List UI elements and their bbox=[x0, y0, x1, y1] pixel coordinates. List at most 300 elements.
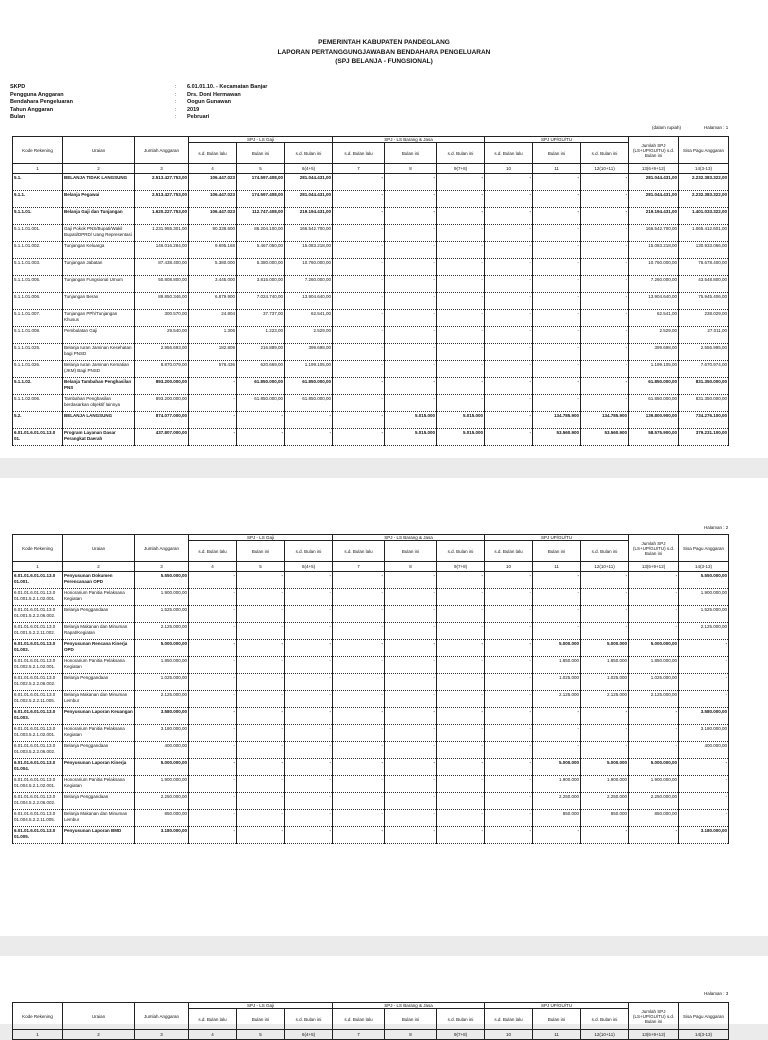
cell-kode: 5.1.1.01.006. bbox=[13, 293, 63, 310]
cell-value: - bbox=[485, 276, 533, 293]
table-row bbox=[13, 395, 729, 412]
cell-uraian: BELANJA TIDAK LANGSUNG bbox=[63, 174, 135, 191]
table-row bbox=[13, 776, 729, 793]
cell-value: 139.800.900,00 bbox=[629, 412, 679, 429]
cell-value: 75.945.406,00 bbox=[679, 293, 729, 310]
cell-value: - bbox=[385, 395, 437, 412]
column-number: 2 bbox=[63, 1030, 135, 1040]
cell-value: - bbox=[189, 572, 237, 589]
cell-value: - bbox=[679, 776, 729, 793]
cell-value: - bbox=[581, 327, 629, 344]
table-row bbox=[13, 378, 729, 395]
cell-value: - bbox=[333, 259, 385, 276]
cell-value: - bbox=[189, 395, 237, 412]
cell-value: 3.180.000,00 bbox=[135, 725, 189, 742]
cell-value: - bbox=[333, 429, 385, 446]
cell-value: 5.015.000 bbox=[385, 429, 437, 446]
cell-value: - bbox=[581, 572, 629, 589]
table-row bbox=[13, 208, 729, 225]
cell-kode: 6.01.01.6.01.01.13.0 01.005. bbox=[13, 827, 63, 844]
meta-colon: : bbox=[175, 91, 177, 98]
col-jumlah-anggaran: Jumlah Anggaran bbox=[135, 1003, 189, 1030]
cell-kode: 5.1.1.01.025. bbox=[13, 344, 63, 361]
cell-kode: 5.1. bbox=[13, 174, 63, 191]
cell-value: - bbox=[581, 606, 629, 623]
cell-value: - bbox=[581, 191, 629, 208]
cell-value: - bbox=[333, 708, 385, 725]
meta-key: Pengguna Anggaran bbox=[10, 91, 64, 98]
cell-value: - bbox=[437, 640, 485, 657]
cell-value: - bbox=[285, 759, 333, 776]
col-bulan-ini: Bulan ini bbox=[533, 1009, 581, 1030]
cell-uraian: Belanja Penggandaan bbox=[63, 674, 135, 691]
cell-value: - bbox=[437, 225, 485, 242]
cell-kode: 6.01.01.6.01.01.13.0 01.003.5.2.1.02.001. bbox=[13, 725, 63, 742]
cell-value: - bbox=[581, 310, 629, 327]
cell-uraian: Honorarium Panitia Pelaksana Kegiatan bbox=[63, 725, 135, 742]
cell-value: - bbox=[285, 412, 333, 429]
column-number: 1 bbox=[13, 562, 63, 572]
meta-row bbox=[10, 107, 267, 115]
cell-kode: 5.2. bbox=[13, 412, 63, 429]
cell-value: - bbox=[333, 606, 385, 623]
cell-value: - bbox=[629, 725, 679, 742]
cell-value: - bbox=[385, 293, 437, 310]
cell-uraian: Belanja Tambahan Penghasilan PNS bbox=[63, 378, 135, 395]
cell-uraian: Penyusunan Laporan Keuangan bbox=[63, 708, 135, 725]
table-row bbox=[13, 793, 729, 810]
cell-value: 400.000,00 bbox=[679, 742, 729, 759]
cell-value: - bbox=[629, 742, 679, 759]
column-number: 6(4+5) bbox=[285, 164, 333, 174]
column-number: 1 bbox=[13, 1030, 63, 1040]
cell-value: - bbox=[385, 361, 437, 378]
cell-kode: 6.01.01.6.01.01.13.0 01.001.5.2.2.06.002. bbox=[13, 606, 63, 623]
cell-value: - bbox=[581, 293, 629, 310]
column-number: 11 bbox=[533, 1030, 581, 1040]
cell-value: 2.250.000,00 bbox=[629, 793, 679, 810]
cell-uraian: Honorarium Panitia Pelaksana Kegiatan bbox=[63, 657, 135, 674]
cell-value: - bbox=[581, 174, 629, 191]
cell-value: - bbox=[581, 378, 629, 395]
cell-value: - bbox=[581, 259, 629, 276]
group-ls-gaji: SPJ - LS Gaji bbox=[189, 137, 333, 143]
cell-value: - bbox=[533, 191, 581, 208]
col-sd-bulan-ini: s.d. Bulan ini bbox=[285, 541, 333, 562]
meta-row bbox=[10, 99, 267, 107]
cell-uraian: Penyusunan Rencana Kinerja OPD bbox=[63, 640, 135, 657]
cell-value: 300.570,00 bbox=[135, 310, 189, 327]
cell-value: - bbox=[533, 395, 581, 412]
column-number: 9(7+8) bbox=[437, 1030, 485, 1040]
col-bulan-ini: Bulan ini bbox=[237, 541, 285, 562]
cell-value: 3.580.000,00 bbox=[679, 708, 729, 725]
cell-value: - bbox=[189, 674, 237, 691]
document-meta bbox=[10, 84, 267, 122]
meta-colon: : bbox=[175, 114, 177, 120]
cell-uraian: Belanja Iuran Jaminan Kesehatan bagi PNSD bbox=[63, 344, 135, 361]
cell-value: - bbox=[189, 429, 237, 446]
cell-value: - bbox=[385, 191, 437, 208]
cell-uraian: Belanja Makanan dan Minuman Lembur bbox=[63, 810, 135, 827]
column-number: 5 bbox=[237, 562, 285, 572]
cell-value: 2.556.995,00 bbox=[679, 344, 729, 361]
cell-value: 734.276.100,00 bbox=[679, 412, 729, 429]
column-number: 12(10+11) bbox=[581, 1030, 629, 1040]
cell-value: - bbox=[581, 242, 629, 259]
cell-kode: 6.01.01.6.01.01.13.0 01.004.5.2.2.11.005. bbox=[13, 810, 63, 827]
cell-kode: 6.01.01.6.01.01.13.0 01.003.5.2.2.06.002. bbox=[13, 742, 63, 759]
cell-value: 1.065.412.601,00 bbox=[679, 225, 729, 242]
cell-value: - bbox=[437, 327, 485, 344]
cell-value: - bbox=[437, 208, 485, 225]
cell-value: 1.401.033.322,00 bbox=[679, 208, 729, 225]
cell-value: - bbox=[285, 674, 333, 691]
cell-value: - bbox=[485, 827, 533, 844]
column-number: 7 bbox=[333, 1030, 385, 1040]
table-row bbox=[13, 810, 729, 827]
cell-value: 3.445.000 bbox=[189, 276, 237, 293]
cell-value: 7.024.740,00 bbox=[237, 293, 285, 310]
cell-value: - bbox=[385, 759, 437, 776]
cell-value: 182.809 bbox=[189, 344, 237, 361]
cell-value: - bbox=[485, 378, 533, 395]
cell-uraian: Tunjangan Keluarga bbox=[63, 242, 135, 259]
cell-value: - bbox=[485, 344, 533, 361]
group-up-gu-tu: SPJ UP/GU/TU bbox=[485, 535, 629, 541]
cell-value: 831.350.000,00 bbox=[679, 395, 729, 412]
column-number: 4 bbox=[189, 164, 237, 174]
table-row bbox=[13, 623, 729, 640]
cell-value: 2.125.000,00 bbox=[135, 623, 189, 640]
cell-value: - bbox=[237, 429, 285, 446]
column-number: 13(6+9+12) bbox=[629, 562, 679, 572]
cell-value: - bbox=[485, 640, 533, 657]
col-sd-bulan-lalu: s.d. Bulan lalu bbox=[189, 1009, 237, 1030]
col-bulan-ini: Bulan ini bbox=[533, 541, 581, 562]
table-row bbox=[13, 606, 729, 623]
cell-value: - bbox=[189, 742, 237, 759]
column-number: 12(10+11) bbox=[581, 562, 629, 572]
cell-kode: 6.01.01.6.01.01.13.0 01.003. bbox=[13, 708, 63, 725]
cell-uraian: Honorarium Panitia Pelaksana Kegiatan bbox=[63, 589, 135, 606]
cell-value: 850.000 bbox=[533, 810, 581, 827]
cell-uraian: Tunjangan Jabatan bbox=[63, 259, 135, 276]
meta-key: Bulan bbox=[10, 114, 26, 120]
column-number: 8 bbox=[385, 562, 437, 572]
column-number: 3 bbox=[135, 164, 189, 174]
meta-value: Oogun Gunawan bbox=[187, 99, 231, 105]
cell-value: - bbox=[437, 589, 485, 606]
cell-value: 27.011,00 bbox=[679, 327, 729, 344]
cell-uraian: Penyusunan Dokumen Perencanaan OPD bbox=[63, 572, 135, 589]
cell-value: 13.904.640,00 bbox=[285, 293, 333, 310]
cell-value: 216.889,00 bbox=[237, 344, 285, 361]
header-line-3: (SPJ BELANJA - FUNGSIONAL) bbox=[335, 58, 433, 65]
cell-value: - bbox=[629, 572, 679, 589]
cell-value: 2.529,00 bbox=[629, 327, 679, 344]
cell-value: - bbox=[385, 776, 437, 793]
cell-value: 1.900.000 bbox=[533, 776, 581, 793]
cell-value: 5.015.000 bbox=[385, 412, 437, 429]
cell-value: 399.698,00 bbox=[285, 344, 333, 361]
cell-uraian: Belanja Penggandaan bbox=[63, 742, 135, 759]
cell-value: 3.180.000,00 bbox=[679, 725, 729, 742]
cell-value: - bbox=[237, 691, 285, 708]
cell-value: - bbox=[333, 691, 385, 708]
cell-value: - bbox=[485, 793, 533, 810]
cell-value: 1.850.000 bbox=[581, 657, 629, 674]
cell-value: 76.678.400,00 bbox=[679, 259, 729, 276]
cell-kode: 6.01.01.6.01.01.13.0 01.004.5.2.2.06.002. bbox=[13, 793, 63, 810]
cell-value: 379.231.100,00 bbox=[679, 429, 729, 446]
cell-value: 578.436 bbox=[189, 361, 237, 378]
col-sisa-pagu: Sisa Pagu Anggaran bbox=[679, 137, 729, 164]
cell-value: - bbox=[533, 174, 581, 191]
cell-value: - bbox=[385, 589, 437, 606]
col-kode-rekening: Kode Rekening bbox=[13, 137, 63, 164]
cell-value: 5.550.000,00 bbox=[135, 572, 189, 589]
page-2 bbox=[0, 478, 768, 936]
cell-value: - bbox=[581, 344, 629, 361]
column-number: 12(10+11) bbox=[581, 164, 629, 174]
cell-value: 106.447.023 bbox=[189, 191, 237, 208]
cell-uraian: Honorarium Panitia Pelaksana Kegiatan bbox=[63, 776, 135, 793]
cell-value: - bbox=[333, 657, 385, 674]
cell-value: 1.900.000,00 bbox=[135, 776, 189, 793]
cell-kode: 5.1.1.01.007. bbox=[13, 310, 63, 327]
table-row bbox=[13, 242, 729, 259]
cell-value: - bbox=[581, 589, 629, 606]
cell-value: - bbox=[333, 208, 385, 225]
cell-value: - bbox=[333, 623, 385, 640]
cell-value: 37.737,00 bbox=[237, 310, 285, 327]
cell-value: 850.000,00 bbox=[629, 810, 679, 827]
col-sd-bulan-lalu: s.d. Bulan lalu bbox=[485, 541, 533, 562]
cell-value: 850.000 bbox=[581, 810, 629, 827]
cell-value: - bbox=[385, 674, 437, 691]
cell-value: - bbox=[533, 310, 581, 327]
cell-value: - bbox=[485, 691, 533, 708]
cell-value: - bbox=[679, 691, 729, 708]
column-number: 2 bbox=[63, 562, 135, 572]
page-number-2: Halaman : 2 bbox=[704, 525, 729, 530]
group-ls-barang-jasa: SPJ - LS Barang & Jasa bbox=[333, 1003, 485, 1009]
cell-value: 43.548.800,00 bbox=[679, 276, 729, 293]
cell-value: - bbox=[679, 759, 729, 776]
column-number: 10 bbox=[485, 562, 533, 572]
cell-uraian: Tunjangan Fungsional Umum bbox=[63, 276, 135, 293]
cell-value: 1.025.000,00 bbox=[135, 674, 189, 691]
cell-value: - bbox=[533, 293, 581, 310]
cell-kode: 5.1.1.01.026. bbox=[13, 361, 63, 378]
cell-value: - bbox=[385, 810, 437, 827]
cell-value: - bbox=[581, 395, 629, 412]
column-number: 9(7+8) bbox=[437, 562, 485, 572]
table-row bbox=[13, 344, 729, 361]
cell-value: - bbox=[385, 793, 437, 810]
cell-value: - bbox=[581, 276, 629, 293]
spj-table bbox=[12, 136, 729, 446]
cell-value: - bbox=[485, 259, 533, 276]
group-ls-gaji: SPJ - LS Gaji bbox=[189, 1003, 333, 1009]
cell-value: 850.000,00 bbox=[135, 810, 189, 827]
cell-value: - bbox=[533, 378, 581, 395]
cell-value: - bbox=[485, 810, 533, 827]
cell-value: - bbox=[285, 429, 333, 446]
meta-row bbox=[10, 84, 267, 92]
cell-value: - bbox=[189, 606, 237, 623]
dalam-rupiah-note: (dalam rupiah) bbox=[652, 125, 682, 130]
col-jumlah-spj: Jumlah SPJ (LS+UP/GU/TU) s.d. Bulan ini bbox=[629, 1003, 679, 1030]
column-number: 14(3-13) bbox=[679, 562, 729, 572]
cell-value: - bbox=[485, 293, 533, 310]
cell-kode: 6.01.01.6.01.01.13.0 01.002.5.2.2.06.002. bbox=[13, 674, 63, 691]
cell-value: - bbox=[333, 174, 385, 191]
cell-value: 5.380.000 bbox=[189, 259, 237, 276]
col-sd-bulan-lalu: s.d. Bulan lalu bbox=[333, 1009, 385, 1030]
cell-value: 5.000.000,00 bbox=[135, 759, 189, 776]
cell-value: - bbox=[237, 742, 285, 759]
cell-value: 61.850.000,00 bbox=[285, 378, 333, 395]
cell-uraian: Belanja Penggandaan bbox=[63, 793, 135, 810]
cell-value: - bbox=[437, 293, 485, 310]
cell-value: - bbox=[285, 725, 333, 742]
cell-value: 112.747.408,00 bbox=[237, 208, 285, 225]
col-sd-bulan-ini: s.d. Bulan ini bbox=[581, 541, 629, 562]
cell-value: - bbox=[437, 344, 485, 361]
cell-value: - bbox=[679, 793, 729, 810]
cell-value: 10.760.000,00 bbox=[629, 259, 679, 276]
cell-kode: 5.1.1.01.003. bbox=[13, 259, 63, 276]
cell-value: - bbox=[189, 657, 237, 674]
cell-value: - bbox=[485, 327, 533, 344]
cell-value: - bbox=[533, 742, 581, 759]
cell-value: 24.804 bbox=[189, 310, 237, 327]
col-sd-bulan-ini: s.d. Bulan ini bbox=[437, 143, 485, 164]
cell-uraian: Belanja Gaji dan Tunjangan bbox=[63, 208, 135, 225]
cell-value: - bbox=[385, 606, 437, 623]
cell-value: - bbox=[237, 708, 285, 725]
column-number: 4 bbox=[189, 562, 237, 572]
cell-value: - bbox=[533, 327, 581, 344]
cell-value: 281.044.431,00 bbox=[629, 174, 679, 191]
col-bulan-ini: Bulan ini bbox=[385, 541, 437, 562]
col-kode-rekening: Kode Rekening bbox=[13, 1003, 63, 1030]
col-bulan-ini: Bulan ini bbox=[385, 143, 437, 164]
table-row bbox=[13, 191, 729, 208]
column-number: 6(4+5) bbox=[285, 1030, 333, 1040]
cell-value: - bbox=[581, 725, 629, 742]
column-number: 6(4+5) bbox=[285, 562, 333, 572]
cell-value: 58.575.900,00 bbox=[629, 429, 679, 446]
cell-kode: 6.01.01.6.01.01.13.0 01.002.5.2.2.11.005. bbox=[13, 691, 63, 708]
cell-value: 1.850.000,00 bbox=[629, 657, 679, 674]
cell-value: - bbox=[485, 725, 533, 742]
cell-value: - bbox=[237, 572, 285, 589]
cell-value: 1.025.000 bbox=[533, 674, 581, 691]
cell-value: - bbox=[333, 589, 385, 606]
cell-value: - bbox=[285, 793, 333, 810]
cell-value: - bbox=[333, 759, 385, 776]
cell-kode: 5.1.1.01.002. bbox=[13, 242, 63, 259]
cell-value: - bbox=[237, 810, 285, 827]
cell-value: - bbox=[533, 276, 581, 293]
cell-value: 174.597.408,00 bbox=[237, 191, 285, 208]
cell-uraian: Belanja Makanan dan Minuman Rapat/Kegiatan bbox=[63, 623, 135, 640]
column-number: 10 bbox=[485, 164, 533, 174]
cell-value: 7.260.000,00 bbox=[285, 276, 333, 293]
cell-value: - bbox=[437, 793, 485, 810]
cell-value: 53.560.900 bbox=[533, 429, 581, 446]
cell-value: - bbox=[533, 708, 581, 725]
cell-value: - bbox=[189, 589, 237, 606]
column-number: 13(6+9+12) bbox=[629, 164, 679, 174]
cell-value: - bbox=[285, 827, 333, 844]
cell-value: 1.199.105,00 bbox=[629, 361, 679, 378]
cell-value: - bbox=[437, 708, 485, 725]
cell-value: - bbox=[285, 606, 333, 623]
table-row bbox=[13, 572, 729, 589]
cell-value: 7.260.000,00 bbox=[629, 276, 679, 293]
table-row bbox=[13, 640, 729, 657]
cell-value: 61.850.000,00 bbox=[629, 395, 679, 412]
cell-value: - bbox=[437, 572, 485, 589]
cell-value: - bbox=[189, 378, 237, 395]
table-row bbox=[13, 361, 729, 378]
cell-value: - bbox=[485, 674, 533, 691]
col-uraian: Uraian bbox=[63, 535, 135, 562]
table-row bbox=[13, 657, 729, 674]
cell-value: - bbox=[581, 742, 629, 759]
cell-value: - bbox=[385, 708, 437, 725]
cell-value: - bbox=[437, 242, 485, 259]
cell-value: 134.785.900 bbox=[533, 412, 581, 429]
cell-value: - bbox=[437, 259, 485, 276]
cell-value: - bbox=[385, 208, 437, 225]
cell-value: - bbox=[533, 589, 581, 606]
group-up-gu-tu: SPJ UP/GU/TU bbox=[485, 137, 629, 143]
cell-value: 106.447.023 bbox=[189, 174, 237, 191]
cell-value: - bbox=[629, 606, 679, 623]
cell-value: - bbox=[333, 395, 385, 412]
cell-value: - bbox=[485, 606, 533, 623]
col-bulan-ini: Bulan ini bbox=[237, 143, 285, 164]
cell-value: - bbox=[385, 742, 437, 759]
cell-value: - bbox=[385, 657, 437, 674]
cell-value: 2.513.427.753,00 bbox=[135, 191, 189, 208]
cell-value: - bbox=[385, 310, 437, 327]
column-number: 1 bbox=[13, 164, 63, 174]
meta-row bbox=[10, 114, 267, 122]
column-number: 11 bbox=[533, 562, 581, 572]
col-sd-bulan-ini: s.d. Bulan ini bbox=[285, 1009, 333, 1030]
cell-value: - bbox=[533, 208, 581, 225]
cell-value: - bbox=[333, 742, 385, 759]
col-sd-bulan-ini: s.d. Bulan ini bbox=[581, 143, 629, 164]
cell-value: 174.597.408,00 bbox=[237, 174, 285, 191]
page-1 bbox=[0, 0, 768, 458]
column-number: 5 bbox=[237, 164, 285, 174]
col-sd-bulan-ini: s.d. Bulan ini bbox=[581, 1009, 629, 1030]
cell-value: 5.015.000 bbox=[437, 412, 485, 429]
cell-value: - bbox=[679, 640, 729, 657]
cell-value: - bbox=[485, 572, 533, 589]
cell-value: 1.850.000,00 bbox=[135, 657, 189, 674]
group-ls-barang-jasa: SPJ - LS Barang & Jasa bbox=[333, 137, 485, 143]
column-number: 13(6+9+12) bbox=[629, 1030, 679, 1040]
column-number: 11 bbox=[533, 164, 581, 174]
